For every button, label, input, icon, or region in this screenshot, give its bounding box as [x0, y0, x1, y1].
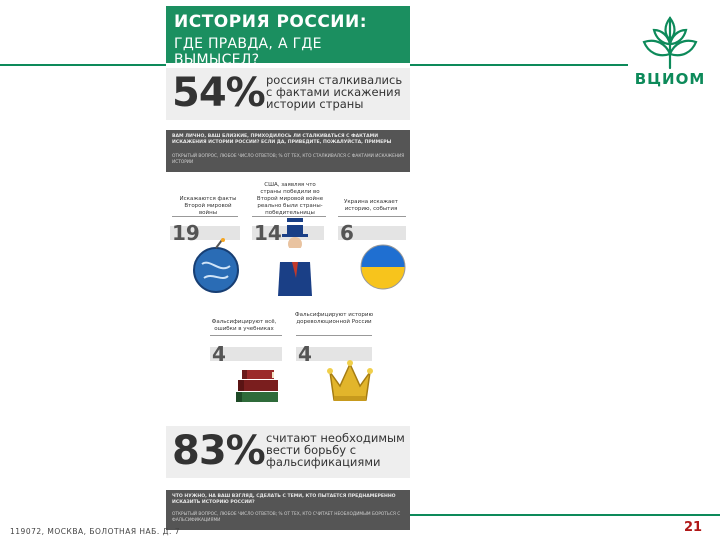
category-divider-4 — [210, 335, 282, 336]
logo-text: ВЦИОМ — [634, 70, 706, 88]
divider-line-top-right — [410, 64, 628, 66]
category-value-1: 19 — [172, 221, 200, 245]
category-value-3: 6 — [340, 221, 354, 245]
stat-text-bottom: считают необходимым вести борьбу с фальсификациями — [266, 431, 405, 469]
infographic-subtitle: ГДЕ ПРАВДА, А ГДЕ ВЫМЫСЕЛ? — [174, 36, 322, 68]
category-value-5: 4 — [298, 342, 312, 366]
infographic-title: ИСТОРИЯ РОССИИ: — [174, 12, 368, 32]
category-label-1: Искажаются факты Второй мировой войны — [179, 196, 237, 216]
footer-address: 119072, МОСКВА, БОЛОТНАЯ НАБ. Д. 7 — [10, 527, 180, 536]
globe-bomb-icon — [192, 238, 240, 296]
category-divider-3 — [338, 216, 406, 217]
question-band-bottom — [166, 490, 410, 530]
divider-line-top-left — [0, 64, 166, 66]
divider-line-bottom-right — [410, 514, 720, 516]
uncle-sam-icon — [276, 218, 314, 296]
infographic-header — [166, 6, 410, 68]
ukraine-flag-icon — [360, 241, 406, 293]
category-divider-5 — [296, 335, 372, 336]
stat-box-top — [166, 68, 410, 120]
stat-percent-top: 54% — [172, 70, 265, 116]
stat-box-bottom — [166, 426, 410, 478]
question-text-bottom: ЧТО НУЖНО, НА ВАШ ВЗГЛЯД, СДЕЛАТЬ С ТЕМИ, КТО ПЫТАЕТСЯ ПРЕДНАМЕРЕННО ИСКАЗИТЬ ИСТОРИЮ РОССИИ? — [172, 494, 396, 505]
category-label-5: Фальсифицируют историю дореволюционной России — [294, 312, 374, 325]
category-divider-2 — [252, 216, 326, 217]
infographic-panel — [166, 6, 410, 536]
category-label-4: Фальсифицируют всё, ошибки в учебниках — [211, 319, 277, 332]
question-text-top: ВАМ ЛИЧНО, ВАШ БЛИЗКИЕ, ПРИХОДИЛОСЬ ЛИ СТАЛКИВАТЬСЯ С ФАКТАМИ ИСКАЖЕНИЯ ИСТОРИИ РОССИИ? ЕСЛИ ДА, ПРИВЕДИТЕ, ПОЖАЛУЙСТА, ПРИМЕРЫ — [172, 134, 392, 145]
category-label-2: США, заявляя что страны победили во Второй мировой войне реально были страны-победительницы — [256, 182, 324, 216]
question-note-top: ОТКРЫТЫЙ ВОПРОС, ЛЮБОЕ ЧИСЛО ОТВЕТОВ; % ОТ ТЕХ, КТО СТАЛКИВАЛСЯ С ФАКТАМИ ИСКАЖЕНИЯ ИСТОРИИ — [172, 154, 405, 165]
category-value-2: 14 — [254, 221, 282, 245]
books-icon — [232, 364, 282, 406]
crown-icon — [326, 356, 374, 406]
page-number: 21 — [684, 520, 703, 535]
question-band-top — [166, 130, 410, 172]
category-value-4: 4 — [212, 342, 226, 366]
stat-percent-bottom: 83% — [172, 428, 265, 474]
category-label-3: Украина искажает историю, события — [343, 199, 399, 212]
category-divider-1 — [172, 216, 238, 217]
question-note-bottom: ОТКРЫТЫЙ ВОПРОС, ЛЮБОЕ ЧИСЛО ОТВЕТОВ; % ОТ ТЕХ, КТО СЧИТАЕТ НЕОБХОДИМЫМ БОРОТЬСЯ С ФАЛЬСИФИКАЦИЯМИ — [172, 512, 401, 523]
stat-text-top: россиян сталкивались с фактами искажения истории страны — [266, 73, 403, 111]
